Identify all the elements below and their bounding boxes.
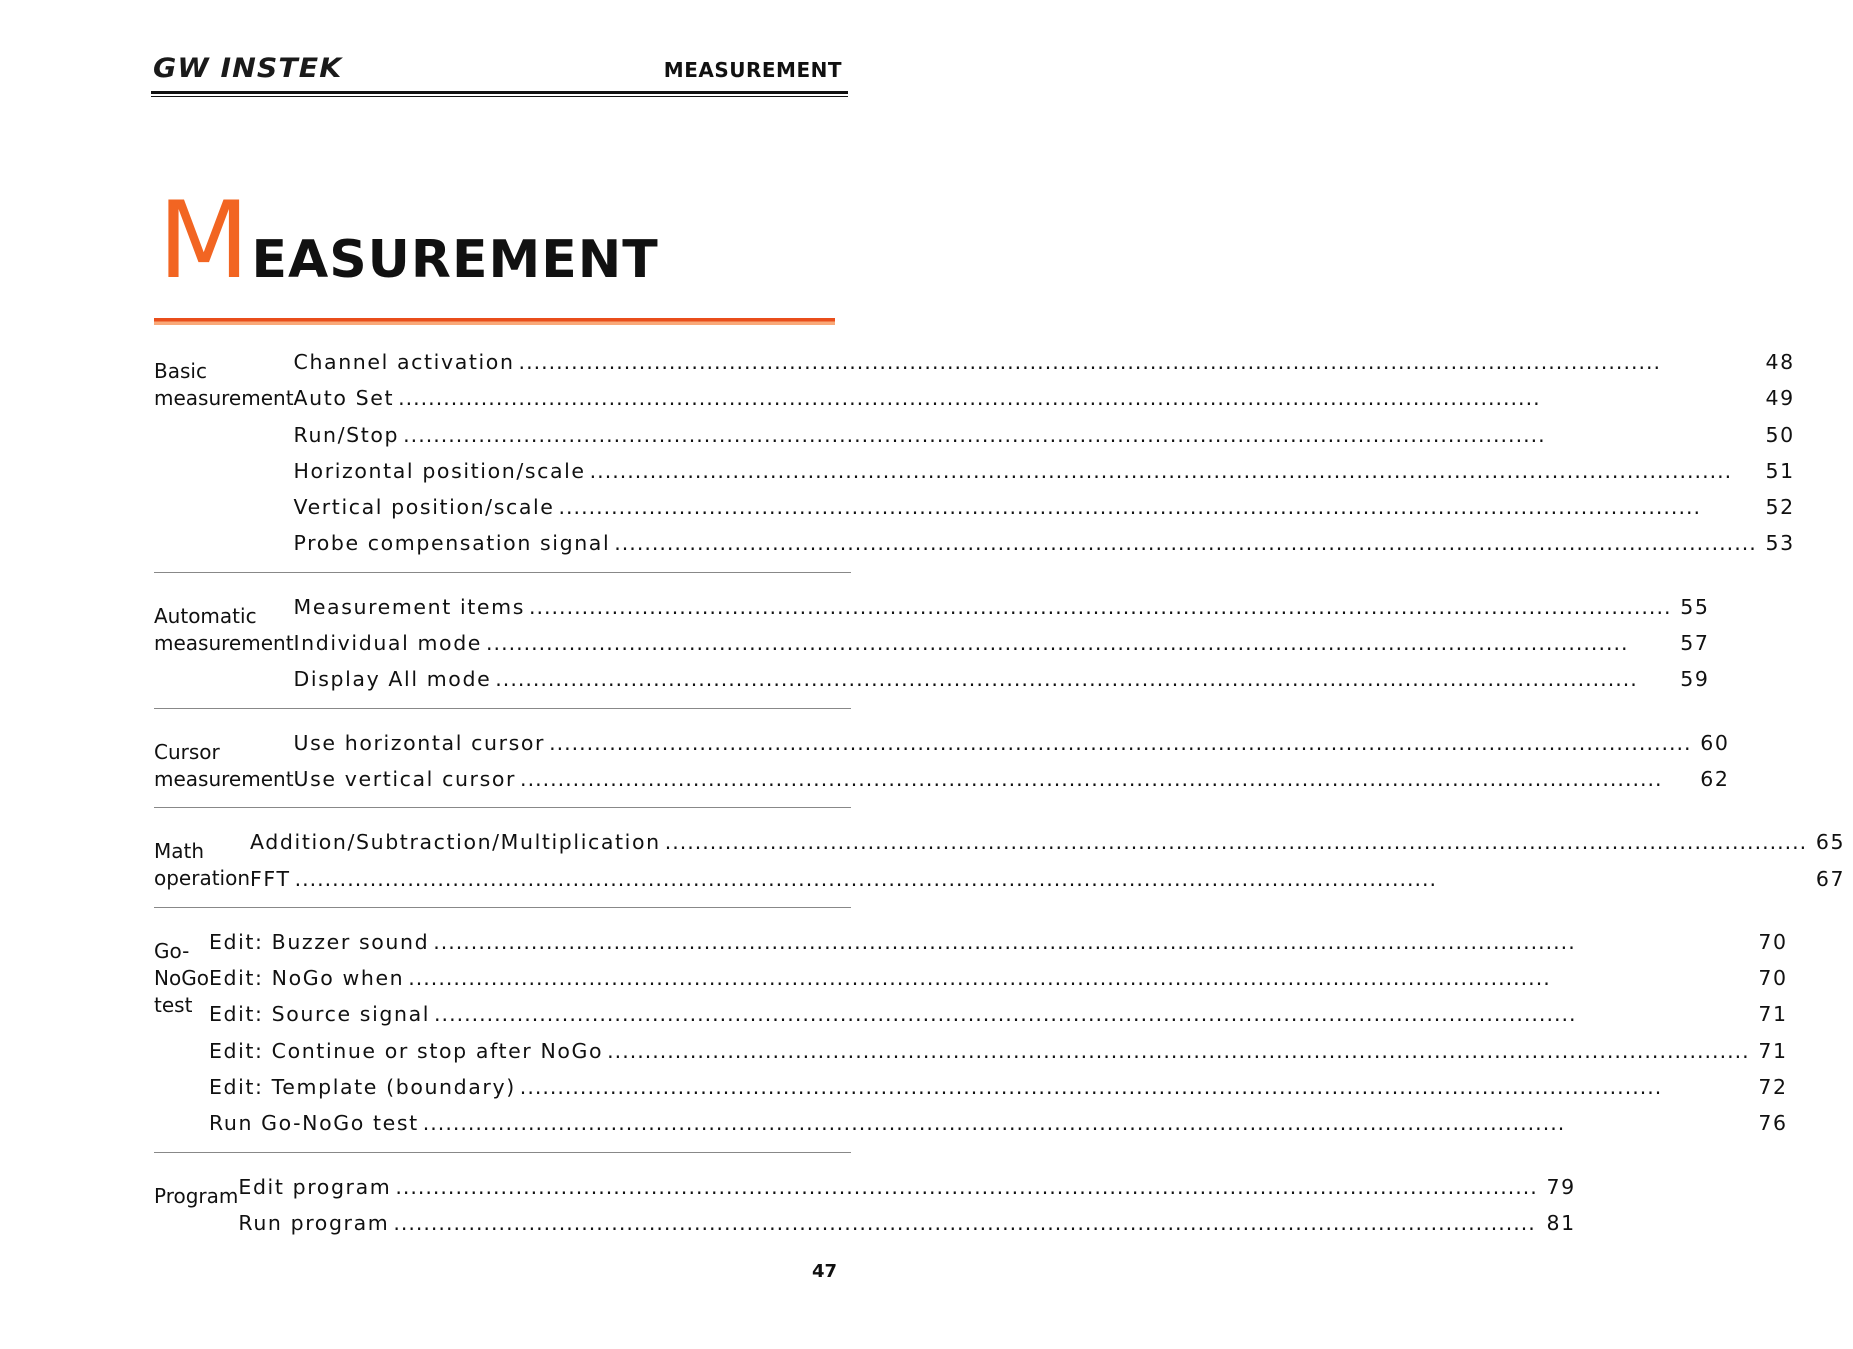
toc-entry[interactable]	[294, 459, 1803, 495]
toc-entry-page-number: 60	[1700, 730, 1730, 755]
toc-section	[154, 350, 1795, 573]
toc-entry-title: Addition/Subtraction/Multiplication	[250, 830, 661, 855]
toc-entry-title: Display All mode	[293, 667, 492, 692]
toc-entry[interactable]	[250, 830, 1853, 866]
toc-section-label	[154, 595, 294, 704]
toc-entry-list	[250, 830, 1853, 903]
toc-entry-page-number: 72	[1758, 1075, 1788, 1100]
toc-entry-title: Edit: NoGo when	[208, 966, 405, 991]
toc-entry-page-number: 70	[1758, 966, 1788, 991]
toc-section-label	[154, 1175, 238, 1248]
toc-entry[interactable]	[294, 386, 1803, 422]
toc-entry[interactable]	[294, 767, 1738, 803]
toc-entry-page-number: 55	[1680, 594, 1710, 619]
toc-entry-leader-dots	[403, 423, 1757, 447]
toc-entry-page-number: 71	[1758, 1038, 1788, 1063]
toc-entry-title: Use horizontal cursor	[293, 730, 546, 755]
toc-entry-title: Edit: Source signal	[208, 1002, 431, 1027]
toc-entry[interactable]	[294, 350, 1803, 386]
toc-section-label	[154, 731, 294, 804]
toc-entry[interactable]	[294, 731, 1738, 767]
toc-entry-title: FFT	[250, 866, 291, 891]
toc-entry[interactable]	[294, 495, 1803, 531]
toc-entry[interactable]	[209, 1039, 1796, 1075]
toc-entry[interactable]	[209, 1111, 1796, 1147]
toc-entry-page-number: 52	[1765, 495, 1795, 520]
toc-entry-title: Run Go-NoGo test	[208, 1111, 419, 1136]
toc-entry-title: Edit program	[238, 1174, 392, 1199]
toc-entry-list	[238, 1175, 1583, 1248]
toc-entry-leader-dots	[607, 1039, 1750, 1063]
toc-entry-title: Run program	[238, 1210, 390, 1235]
toc-entry-page-number: 81	[1546, 1210, 1576, 1235]
toc-entry-list	[294, 350, 1803, 568]
toc-entry[interactable]	[238, 1175, 1583, 1211]
toc-entry[interactable]	[238, 1211, 1583, 1247]
toc-entry-list	[294, 731, 1738, 804]
toc-entry-leader-dots	[433, 930, 1749, 954]
toc-entry-page-number: 53	[1765, 531, 1795, 556]
toc-entry-leader-dots	[398, 386, 1757, 410]
toc-section-label-line: Cursor	[154, 739, 220, 764]
toc-entry-title: Channel activation	[293, 350, 515, 374]
header-rule-thin	[151, 96, 848, 97]
toc-entry-title: Horizontal position/scale	[293, 458, 586, 483]
toc-entry-title: Measurement items	[293, 594, 525, 619]
toc-entry-title: Edit: Template (boundary)	[208, 1075, 516, 1100]
toc-entry-leader-dots	[559, 495, 1757, 519]
toc-section-label-line: Automatic	[154, 603, 257, 628]
toc-entry[interactable]	[209, 1075, 1796, 1111]
toc-entry-leader-dots	[395, 1175, 1538, 1199]
toc-entry-leader-dots	[423, 1111, 1750, 1135]
toc-section	[154, 929, 1788, 1153]
page-number: 47	[812, 1261, 838, 1282]
toc-section	[154, 594, 1710, 709]
toc-entry-title: Use vertical cursor	[293, 766, 517, 791]
toc-entry-page-number: 50	[1765, 422, 1795, 447]
toc-entry-leader-dots	[614, 531, 1757, 555]
toc-entry-page-number: 57	[1680, 631, 1710, 656]
toc-entry-list	[294, 595, 1718, 704]
toc-section-label-line: measurement	[154, 386, 294, 410]
toc-entry-page-number: 79	[1546, 1174, 1576, 1199]
toc-section	[154, 1174, 1576, 1252]
toc-entry-title: Probe compensation signal	[293, 531, 611, 556]
toc-section-label-line: measurement	[154, 766, 294, 791]
running-header-title: MEASUREMENT	[663, 58, 842, 82]
toc-entry-title: Auto Set	[293, 386, 395, 411]
toc-entry[interactable]	[250, 867, 1853, 903]
table-of-contents	[154, 350, 1846, 1251]
toc-section-label	[154, 350, 294, 568]
toc-entry-title: Run/Stop	[293, 422, 400, 447]
toc-entry-leader-dots	[486, 631, 1671, 655]
toc-entry[interactable]	[294, 667, 1718, 703]
toc-entry[interactable]	[209, 966, 1796, 1002]
toc-entry-page-number: 62	[1700, 766, 1730, 791]
toc-entry-page-number: 49	[1765, 386, 1795, 411]
toc-entry-page-number: 71	[1758, 1002, 1788, 1027]
toc-entry-leader-dots	[520, 767, 1692, 791]
toc-entry-leader-dots	[393, 1211, 1537, 1235]
toc-entry-leader-dots	[549, 731, 1692, 755]
toc-entry-leader-dots	[408, 966, 1749, 990]
toc-section	[154, 730, 1730, 809]
toc-entry-title: Edit: Continue or stop after NoGo	[208, 1038, 604, 1063]
toc-section-label-line: Go-NoGo test	[154, 938, 209, 1017]
toc-entry-leader-dots	[520, 1075, 1750, 1099]
toc-section-label-line: Program	[154, 1183, 239, 1208]
toc-entry-page-number: 59	[1680, 667, 1710, 692]
toc-entry[interactable]	[294, 595, 1718, 631]
toc-entry-title: Individual mode	[293, 631, 483, 656]
brand-logo: GW INSTEK	[153, 53, 343, 84]
toc-entry-list	[209, 930, 1796, 1148]
toc-entry-title: Vertical position/scale	[293, 495, 555, 520]
chapter-title-initial: M	[158, 179, 248, 302]
toc-entry-leader-dots	[519, 350, 1757, 374]
toc-entry-leader-dots	[665, 830, 1808, 854]
toc-entry[interactable]	[209, 930, 1796, 966]
chapter-title-rest: EASUREMENT	[251, 230, 659, 290]
toc-entry[interactable]	[294, 423, 1803, 459]
header-rule-thick	[151, 91, 848, 94]
chapter-title	[158, 179, 659, 302]
toc-entry[interactable]	[294, 631, 1718, 667]
toc-entry[interactable]	[209, 1002, 1796, 1038]
toc-section-label-line: Basic	[154, 359, 207, 383]
toc-entry-page-number: 48	[1765, 350, 1795, 374]
chapter-accent-bar	[154, 318, 835, 325]
toc-entry-leader-dots	[495, 667, 1671, 691]
toc-entry-leader-dots	[590, 459, 1757, 483]
toc-entry-leader-dots	[295, 867, 1808, 891]
toc-section-label	[154, 930, 209, 1148]
toc-section	[154, 830, 1846, 908]
toc-entry-page-number: 76	[1758, 1111, 1788, 1136]
toc-entry-leader-dots	[529, 595, 1672, 619]
toc-section-label	[154, 830, 250, 903]
toc-section-label-line: measurement	[154, 630, 294, 655]
toc-entry-page-number: 65	[1815, 830, 1846, 855]
toc-entry-page-number: 51	[1765, 458, 1795, 483]
toc-entry-leader-dots	[434, 1002, 1750, 1026]
toc-entry-title: Edit: Buzzer sound	[208, 929, 430, 954]
toc-entry-page-number: 70	[1758, 929, 1788, 954]
toc-entry[interactable]	[294, 531, 1803, 567]
toc-entry-page-number: 67	[1815, 866, 1846, 891]
toc-section-label-line: Math operation	[154, 839, 251, 891]
